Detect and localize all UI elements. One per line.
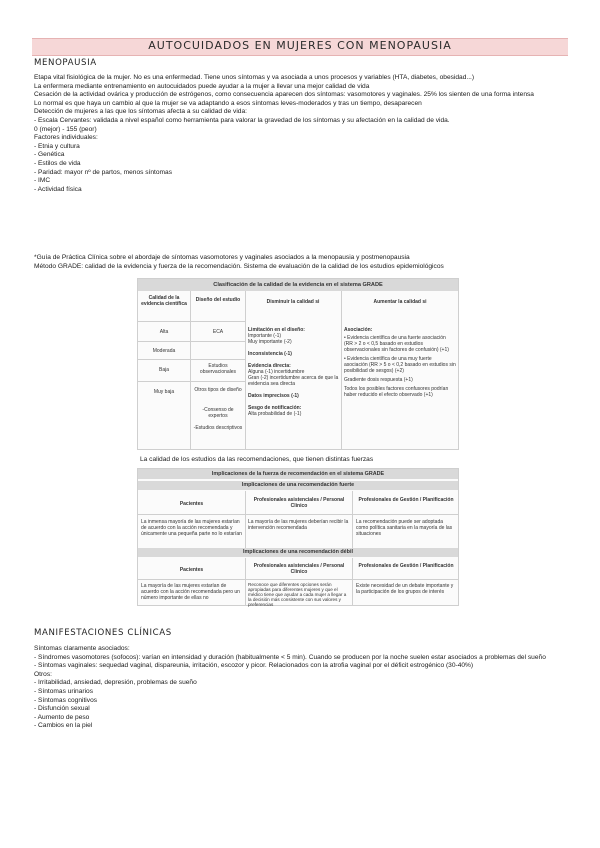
text-line: Detección de mujeres a las que los síntomas afecta a su calidad de vida:: [34, 108, 247, 116]
row-divider: [138, 381, 245, 382]
column-divider: [352, 491, 353, 548]
increase-item: Todos los posibles factores confusores podrían haber reducido el efecto observado (+1): [344, 386, 449, 398]
level-cell: Baja: [158, 367, 169, 373]
list-item: - Actividad física: [34, 185, 82, 193]
design-cell: Estudios observacionales: [199, 363, 237, 375]
text-line: - Síntomas vaginales: sequedad vaginal, dispareunia, irritación, escozor y picor. Relacionados con la atrofia vaginal por el déficit estrogénico (30-40%): [34, 662, 474, 670]
list-item: - Etnia y cultura: [34, 142, 80, 150]
increase-title: Asociación:: [344, 327, 373, 333]
level-cell: Alta: [159, 329, 169, 335]
text-line: Otros:: [34, 670, 52, 678]
list-item: - Cambios en la piel: [34, 722, 93, 730]
column-divider: [245, 291, 246, 449]
increase-item: • Evidencia científica de una fuerte asociación (RR > 2 o < 0,5 basado en estudios observacionales sin factores de confusión) (+1): [344, 335, 449, 353]
decrease-item: Importante (-1): [248, 333, 282, 339]
list-item: - Síntomas cognitivos: [34, 696, 98, 704]
weak-cell: Reconoce que diferentes opciones serán apropiadas para diferentes mujeres y que el médico tiene que ayudar a cada mujer a llegar a la decisión más consistente con sus valores y preferencias: [248, 582, 347, 607]
strong-section-title: Implicaciones de una recomendación fuerte: [138, 481, 458, 490]
list-item: - Paridad: mayor nº de partos, menos síntomas: [34, 168, 173, 176]
decrease-title: Evidencia directa:: [248, 363, 291, 369]
decrease-item: Alguna (-1) incertidumbre: [248, 369, 305, 375]
strong-cell: La recomendación puede ser adoptada como política sanitaria en la mayoría de las situaciones: [356, 519, 453, 537]
list-item: - IMC: [34, 177, 51, 185]
text-line: La enfermera mediante entrenamiento en autocuidados puede ayudar a la mujer a llevar una mejor calidad de vida: [34, 82, 370, 90]
page-title: AUTOCUIDADOS EN MUJERES CON MENOPAUSIA: [148, 39, 452, 52]
header-cell: Profesionales asistenciales / Personal Clínico: [253, 497, 345, 509]
header-cell: Diseño del estudio: [195, 297, 241, 303]
column-divider: [245, 491, 246, 548]
list-item: - Genética: [34, 151, 65, 159]
design-cell: -Consenso de expertos: [202, 407, 234, 419]
header-cell: Pacientes: [179, 501, 204, 507]
row-divider: [138, 341, 245, 342]
weak-cell: Existe necesidad de un debate importante y la participación de los grupos de interés: [356, 583, 454, 595]
manifestaciones-text: [34, 645, 570, 731]
list-item: - Irritabilidad, ansiedad, depresión, problemas de sueño: [34, 679, 197, 687]
header-cell: Profesionales de Gestión / Planificación: [358, 563, 454, 569]
header-cell: Profesionales asistenciales / Personal Clínico: [253, 563, 345, 575]
header-cell: Profesionales de Gestión / Planificación: [358, 497, 454, 503]
section-heading-manifestaciones: MANIFESTACIONES CLÍNICAS: [34, 628, 172, 638]
text-line: - Escala Cervantes: validada a nivel español como herramienta para valorar la gravedad de los síntomas y su afectación en la calidad de vida.: [34, 116, 450, 124]
text-line: 0 (mejor) - 155 (peor): [34, 125, 97, 133]
row-divider: [138, 579, 458, 580]
section-heading-menopausia: MENOPAUSIA: [34, 58, 97, 68]
header-cell: Calidad de la evidencia científica: [141, 295, 187, 307]
decrease-title: Datos imprecisos (-1): [248, 393, 299, 399]
level-cell: Moderada: [152, 348, 176, 354]
grade-strength-table: [137, 468, 459, 606]
header-cell: Pacientes: [179, 567, 204, 573]
column-divider: [341, 291, 342, 449]
text-line: Lo normal es que haya un cambio al que la mujer se va adaptando a esos síntomas leves-moderados y tras un tiempo, desaparecen: [34, 99, 422, 107]
guide-text: [34, 254, 570, 271]
table-title: Implicaciones de la fuerza de recomendación en el sistema GRADE: [138, 469, 458, 479]
text-line: Síntomas claramente asociados:: [34, 645, 130, 652]
decrease-column: [248, 327, 340, 417]
decrease-title: Limitación en el diseño:: [248, 327, 305, 333]
list-item: - Síntomas urinarios: [34, 687, 93, 695]
decrease-title: Sesgo de notificación:: [248, 405, 302, 411]
text-line: Etapa vital fisiológica de la mujer. No es una enfermedad. Tiene unos síntomas y va asociada a unos procesos y variables (HTA, diabetes, obesidad...): [34, 74, 475, 81]
decrease-item: Gran (-2) incertidumbre acerca de que la evidencia sea directa: [248, 375, 339, 387]
decrease-title: Inconsistencia (-1): [248, 351, 292, 357]
decrease-item: Alta probabilidad de (-1): [248, 411, 302, 417]
strong-cell: La inmensa mayoría de las mujeres estarían de acuerdo con la acción recomendada y únicamente una pequeña parte no lo estarían: [141, 519, 242, 537]
strength-caption: La calidad de los estudios da las recomendaciones, que tienen distintas fuerzas: [140, 456, 374, 463]
list-item: - Aumento de peso: [34, 713, 90, 721]
column-divider: [245, 558, 246, 606]
weak-cell: La mayoría de las mujeres estarían de acuerdo con la acción recomendada pero un número importante de ellas no: [141, 583, 240, 601]
level-cell: Muy baja: [153, 389, 175, 395]
header-cell: Aumentar la calidad si: [373, 299, 427, 305]
header-cell: Disminuir la calidad si: [266, 299, 320, 305]
decrease-item: Muy importante (-2): [248, 339, 292, 345]
design-cell: -Estudios descriptivos: [193, 425, 243, 431]
row-divider: [138, 359, 245, 360]
text-line: *Guía de Práctica Clínica sobre el abordaje de síntomas vasomotores y vaginales asociados a la menopausia y postmenopausia: [34, 254, 410, 261]
row-divider: [138, 321, 245, 322]
text-line: Cesación de la actividad ovárica y producción de estrógenos, como consecuencia aparecen dos síntomas: vasomotores y vaginales. 25% los sienten de una forma intensa: [34, 91, 534, 99]
grade-quality-table: [137, 278, 459, 450]
list-item: - Estilos de vida: [34, 159, 81, 167]
weak-section-title: Implicaciones de una recomendación débil: [138, 548, 458, 557]
increase-item: Gradiente dosis respuesta (+1): [344, 377, 413, 383]
increase-item: • Evidencia científica de una muy fuerte asociación (RR > 5 o < 0,2 basado en estudios sin posibilidad de sesgos) (+2): [344, 356, 456, 374]
column-divider: [190, 291, 191, 449]
list-item: - Disfunción sexual: [34, 705, 90, 713]
strong-cell: La mayoría de las mujeres deberían recibir la intervención recomendada: [248, 519, 349, 531]
row-divider: [138, 514, 458, 515]
menopausia-text: [34, 74, 570, 194]
text-line: Factores individuales:: [34, 134, 98, 142]
design-cell: ECA: [212, 329, 224, 335]
increase-column: [344, 327, 456, 398]
table-title: Clasificación de la calidad de la evidencia en el sistema GRADE: [138, 279, 458, 291]
text-line: Método GRADE: calidad de la evidencia y fuerza de la recomendación. Sistema de evaluación de la calidad de los estudios epidemiológicos: [34, 262, 444, 270]
column-divider: [352, 558, 353, 606]
design-cell: Otros tipos de diseño: [194, 387, 242, 393]
text-line: - Síndromes vasomotores (sofocos): varían en intensidad y duración (habitualmente < 5 min). Cuando se producen por la noche suelen estar asociados a problemas del sueño: [34, 653, 546, 661]
